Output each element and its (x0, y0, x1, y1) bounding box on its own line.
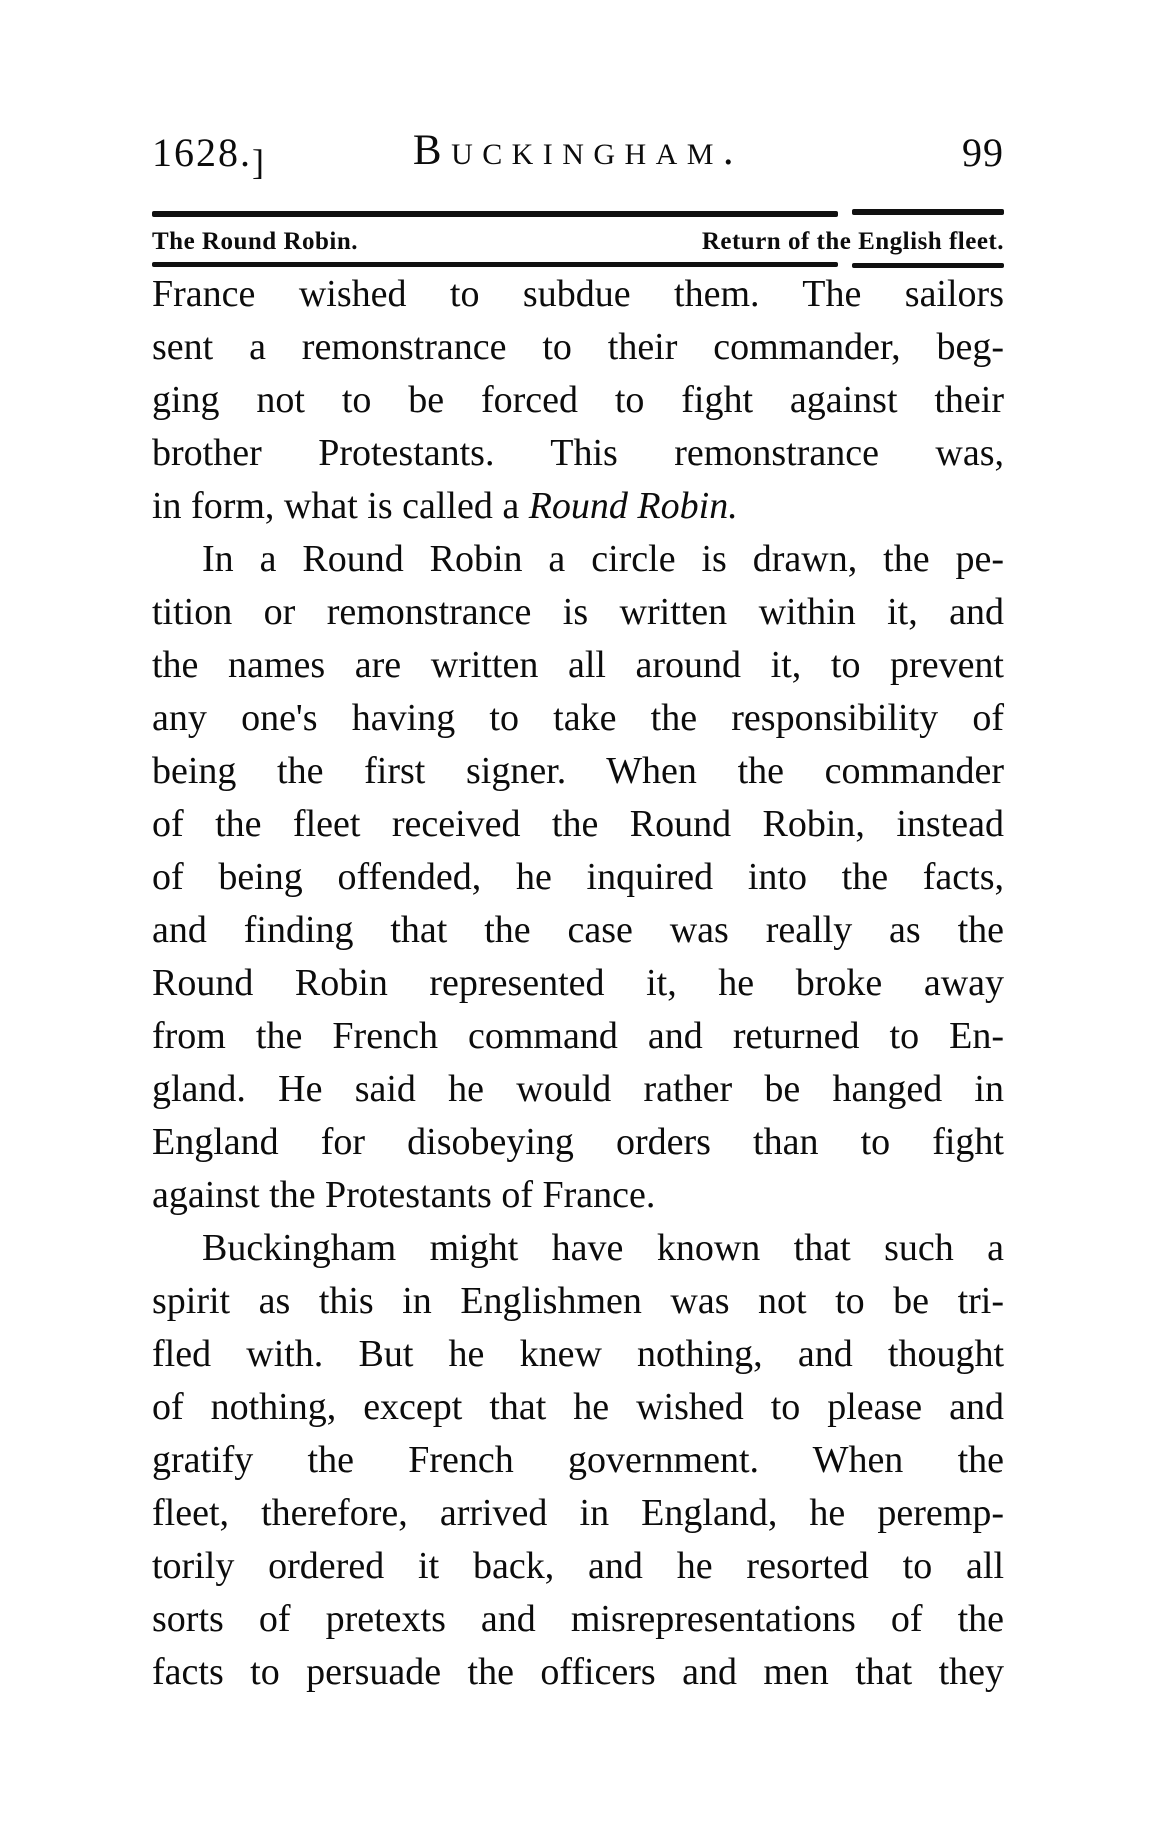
body-line-text: in form, what is called a (152, 485, 529, 527)
body-line-text: being the first signer. When the commander (152, 750, 1004, 792)
running-heads (152, 224, 1004, 256)
body-line-text: the names are written all around it, to prevent (152, 644, 1004, 686)
body-line-text: facts to persuade the officers and men that they (152, 1651, 1004, 1693)
body-line (152, 1116, 1004, 1169)
body-line-text: tition or remonstrance is written within it, and (152, 591, 1004, 633)
body-line-text: Buckingham might have known that such a (202, 1227, 1004, 1269)
subhead-rule-left-segment (152, 262, 838, 267)
body-line (152, 268, 1004, 321)
body-line-text: any one's having to take the responsibility of (152, 697, 1004, 739)
body-line (152, 1063, 1004, 1116)
top-rule-left-segment (152, 211, 838, 217)
body-text (152, 268, 1004, 1699)
body-line-text: ging not to be forced to fight against their (152, 379, 1004, 421)
top-rule-right-segment (852, 209, 1004, 215)
body-line (152, 1222, 1004, 1275)
body-line (152, 639, 1004, 692)
body-line-text: spirit as this in Englishmen was not to be tri- (152, 1280, 1004, 1322)
page-header (152, 127, 1004, 182)
body-line (152, 1434, 1004, 1487)
body-line-text: sorts of pretexts and misrepresentations of the (152, 1598, 1004, 1640)
body-line (152, 1328, 1004, 1381)
body-line-text: sent a remonstrance to their commander, beg- (152, 326, 1004, 368)
top-rule (152, 211, 1004, 217)
body-line-text: from the French command and returned to En- (152, 1015, 1004, 1057)
body-line (152, 1381, 1004, 1434)
subhead-rule (152, 262, 1004, 267)
body-line-text: of being offended, he inquired into the facts, (152, 856, 1004, 898)
body-line (152, 957, 1004, 1010)
body-line (152, 586, 1004, 639)
page-number: 99 (962, 130, 1004, 175)
body-line-text: against the Protestants of France. (152, 1174, 656, 1216)
header-year (152, 129, 266, 182)
body-line (152, 1169, 1004, 1222)
body-line (152, 1593, 1004, 1646)
body-line (152, 1275, 1004, 1328)
body-line-text: France wished to subdue them. The sailors (152, 273, 1004, 315)
body-line-text: gratify the French government. When the (152, 1439, 1004, 1481)
chapter-title: Buckingham. (412, 127, 744, 174)
body-line (152, 851, 1004, 904)
running-head-right: Return of the English fleet. (701, 228, 1004, 255)
body-line-text: Round Robin represented it, he broke away (152, 962, 1004, 1004)
body-line-text: England for disobeying orders than to fight (152, 1121, 1004, 1163)
body-line-text: torily ordered it back, and he resorted to all (152, 1545, 1004, 1587)
body-line (152, 745, 1004, 798)
body-line (152, 1646, 1004, 1699)
body-line-text: fleet, therefore, arrived in England, he peremp- (152, 1492, 1004, 1534)
body-line-text: brother Protestants. This remonstrance was, (152, 432, 1004, 474)
body-line-text: of the fleet received the Round Robin, instead (152, 803, 1004, 845)
header-year-bracket: ] (252, 141, 266, 182)
body-line (152, 1010, 1004, 1063)
body-line (152, 904, 1004, 957)
header-year-text: 1628. (152, 130, 252, 175)
body-line-text: of nothing, except that he wished to please and (152, 1386, 1004, 1428)
body-line (152, 480, 1004, 533)
body-line-italic-text: Round Robin. (528, 485, 738, 527)
body-line-text: and finding that the case was really as the (152, 909, 1004, 951)
body-line-text: In a Round Robin a circle is drawn, the pe- (202, 538, 1004, 580)
body-line (152, 692, 1004, 745)
body-line (152, 1487, 1004, 1540)
body-line (152, 374, 1004, 427)
running-head-left: The Round Robin. (152, 228, 358, 255)
body-line (152, 427, 1004, 480)
body-line (152, 321, 1004, 374)
body-line (152, 1540, 1004, 1593)
body-line (152, 533, 1004, 586)
body-line (152, 798, 1004, 851)
body-line-text: gland. He said he would rather be hanged in (152, 1068, 1004, 1110)
body-line-text: fled with. But he knew nothing, and thought (152, 1333, 1004, 1375)
